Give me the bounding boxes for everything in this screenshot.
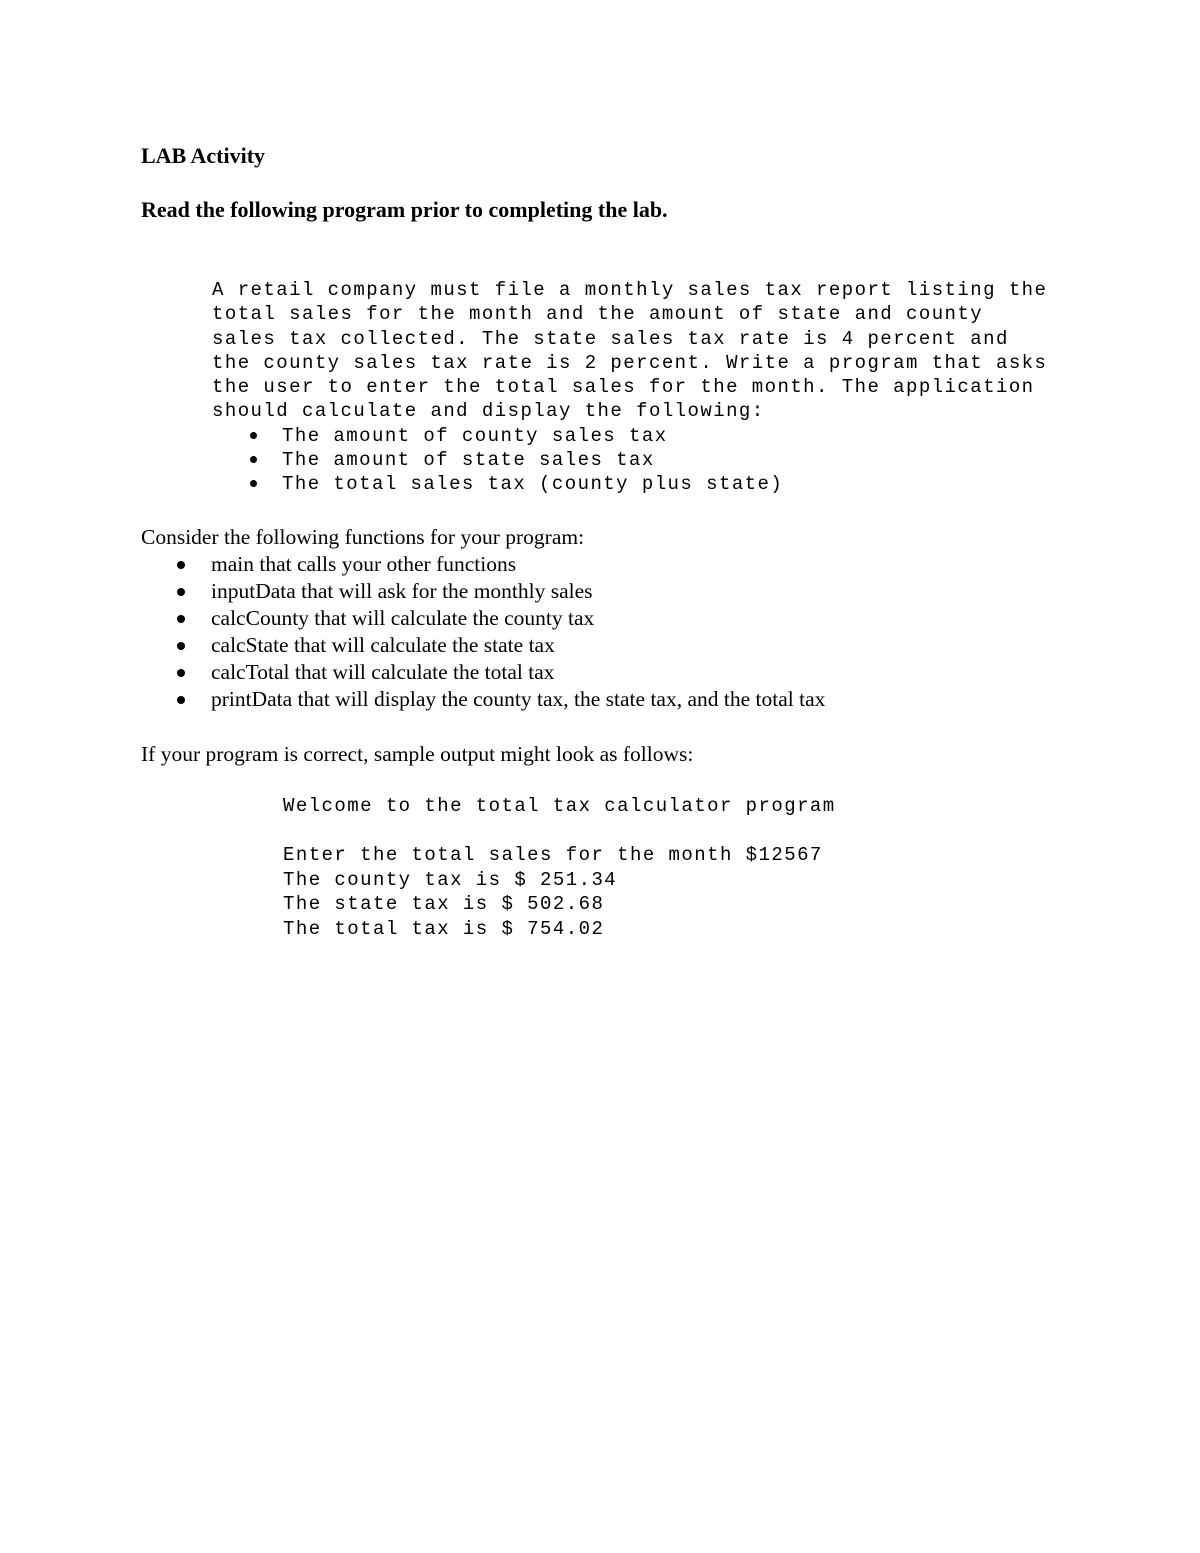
list-item: The amount of state sales tax [212,448,1047,472]
functions-intro: Consider the following functions for your program: [141,525,585,549]
output-line: The county tax is $ 251.34 [283,868,618,891]
problem-statement [212,278,1047,497]
problem-line: A retail company must file a monthly sales tax report listing the [212,279,1048,301]
problem-bullet-list [212,424,1047,497]
functions-list [141,551,825,713]
problem-line: should calculate and display the following: [212,400,765,423]
sample-output-block [283,794,836,941]
list-item: The amount of county sales tax [212,424,1047,448]
list-item: calcCounty that will calculate the county tax [141,605,825,632]
problem-line: the user to enter the total sales for the month. The application [212,376,1035,399]
problem-line: total sales for the month and the amount of state and county [212,303,984,326]
sample-output-intro: If your program is correct, sample output might look as follows: [141,742,694,766]
page-title: LAB Activity [141,143,266,168]
output-line: The total tax is $ 754.02 [283,917,605,940]
output-line: Enter the total sales for the month $12567 [283,844,823,866]
output-line-welcome: Welcome to the total tax calculator program [283,795,836,817]
list-item: printData that will display the county tax, the state tax, and the total tax [141,686,825,713]
list-item: calcTotal that will calculate the total tax [141,659,825,686]
blank-line [283,819,836,844]
page-subtitle: Read the following program prior to completing the lab. [141,197,668,222]
problem-line: the county sales tax rate is 2 percent. Write a program that asks [212,351,1048,374]
list-item: main that calls your other functions [141,551,825,578]
list-item: inputData that will ask for the monthly sales [141,578,825,605]
list-item: calcState that will calculate the state tax [141,632,825,659]
list-item: The total sales tax (county plus state) [212,472,1047,496]
output-line: The state tax is $ 502.68 [283,893,605,915]
problem-line: sales tax collected. The state sales tax rate is 4 percent and [212,327,1009,350]
